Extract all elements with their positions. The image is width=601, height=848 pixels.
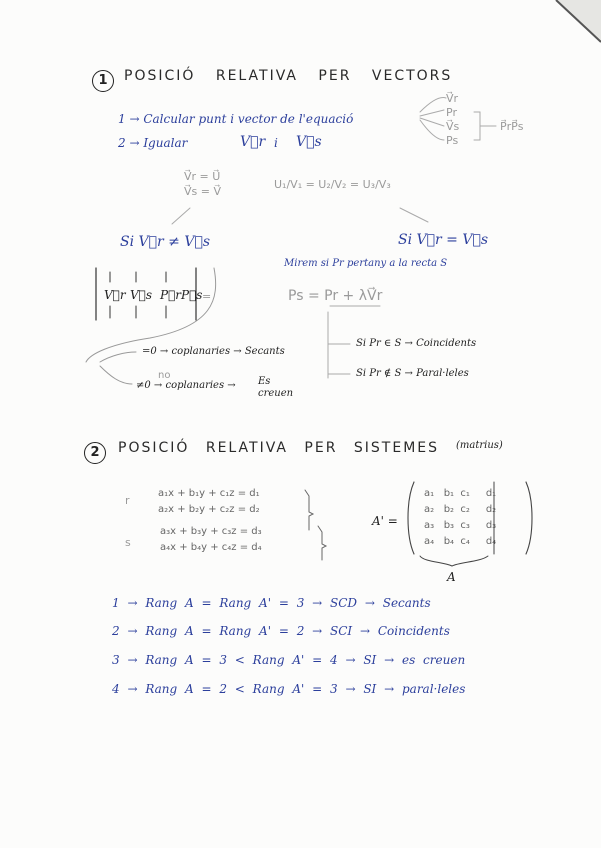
branch-in: Si Pr ∈ S → Coincidents bbox=[356, 338, 477, 349]
system-r-label: r bbox=[125, 494, 130, 507]
section2-title-note: (matrius) bbox=[456, 440, 503, 451]
m-c3: c₃ bbox=[460, 520, 470, 531]
rank-case-4: 4 → Rang A = 2 < Rang A' = 3 → SI → paral·leles bbox=[112, 682, 466, 696]
m-b4: b₄ bbox=[443, 536, 455, 547]
case-not-equal: Si V⃗r ≠ V⃗s bbox=[120, 234, 211, 250]
rank-case-3: 3 → Rang A = 3 < Rang A' = 4 → SI → es creuen bbox=[112, 653, 466, 667]
branch-out: Si Pr ∉ S → Paral·leles bbox=[356, 368, 469, 379]
side-vr: V⃗r bbox=[446, 92, 459, 105]
system-s-eq2: a₄x + b₄y + c₄z = d₄ bbox=[160, 542, 262, 553]
side-prps: P⃗rP⃗s bbox=[500, 120, 524, 133]
det-col-vs: V⃗s bbox=[130, 288, 153, 302]
ps-equation: Ps = Pr + λV⃗r bbox=[288, 288, 383, 304]
look-line: Mirem si Pr pertany a la recta S bbox=[284, 258, 448, 269]
m-a2: a₂ bbox=[424, 504, 435, 515]
m-b1: b₁ bbox=[443, 488, 455, 499]
side-pr: Pr bbox=[446, 106, 457, 119]
system-s-label: s bbox=[125, 536, 131, 549]
m-a1: a₁ bbox=[424, 488, 435, 499]
eq-left-top: V⃗r = U⃗ bbox=[184, 170, 221, 183]
system-s-eq1: a₃x + b₃y + c₃z = d₃ bbox=[160, 526, 262, 537]
aprime-label: A' = bbox=[372, 514, 398, 528]
step2-and: i bbox=[274, 136, 278, 150]
eq-right: U₁/V₁ = U₂/V₂ = U₃/V₃ bbox=[274, 178, 391, 191]
step2-text: 2 → Igualar bbox=[118, 136, 188, 150]
section2-title: POSICIÓ RELATIVA PER SISTEMES bbox=[118, 440, 440, 456]
section1-number: 1 bbox=[92, 70, 114, 92]
m-b2: b₂ bbox=[443, 504, 455, 515]
matrix-a-label: A bbox=[447, 570, 456, 584]
m-d4: d₄ bbox=[485, 536, 497, 547]
section1-title: POSICIÓ RELATIVA PER VECTORS bbox=[124, 68, 453, 84]
rank-case-2: 2 → Rang A = Rang A' = 2 → SCI → Coincidents bbox=[112, 624, 450, 638]
side-ps: Ps bbox=[446, 134, 459, 147]
m-d3: d₃ bbox=[485, 520, 497, 531]
result-nonzero: ≠0 → coplanaries → bbox=[136, 380, 236, 391]
side-vs: V⃗s bbox=[446, 120, 460, 133]
step1-text: 1 → Calcular punt i vector de l'equació bbox=[118, 112, 354, 126]
m-b3: b₃ bbox=[443, 520, 455, 531]
system-r-eq2: a₂x + b₂y + c₂z = d₂ bbox=[158, 504, 260, 515]
m-a4: a₄ bbox=[424, 536, 435, 547]
m-c2: c₂ bbox=[460, 504, 470, 515]
step2-vs: V⃗s bbox=[296, 134, 322, 150]
m-c1: c₁ bbox=[460, 488, 470, 499]
det-col-prps: P⃗rP⃗s bbox=[160, 288, 203, 302]
system-r-eq1: a₁x + b₁y + c₁z = d₁ bbox=[158, 488, 260, 499]
m-c4: c₄ bbox=[460, 536, 470, 547]
case-equal: Si V⃗r = V⃗s bbox=[398, 232, 489, 248]
result-nonzero-no: no bbox=[158, 370, 171, 381]
result-zero: =0 → coplanaries → Secants bbox=[142, 346, 285, 357]
det-col-vr: V⃗r bbox=[104, 288, 126, 302]
eq-left-bottom: V⃗s = V⃗ bbox=[184, 185, 221, 198]
m-d2: d₂ bbox=[485, 504, 497, 515]
det-equals: = bbox=[202, 290, 212, 303]
step2-vr: V⃗r bbox=[240, 134, 266, 150]
m-d1: d₁ bbox=[485, 488, 497, 499]
m-a3: a₃ bbox=[424, 520, 435, 531]
result-cross: Es creuen bbox=[258, 376, 294, 399]
rank-case-1: 1 → Rang A = Rang A' = 3 → SCD → Secants bbox=[112, 596, 431, 610]
section2-number: 2 bbox=[84, 442, 106, 464]
